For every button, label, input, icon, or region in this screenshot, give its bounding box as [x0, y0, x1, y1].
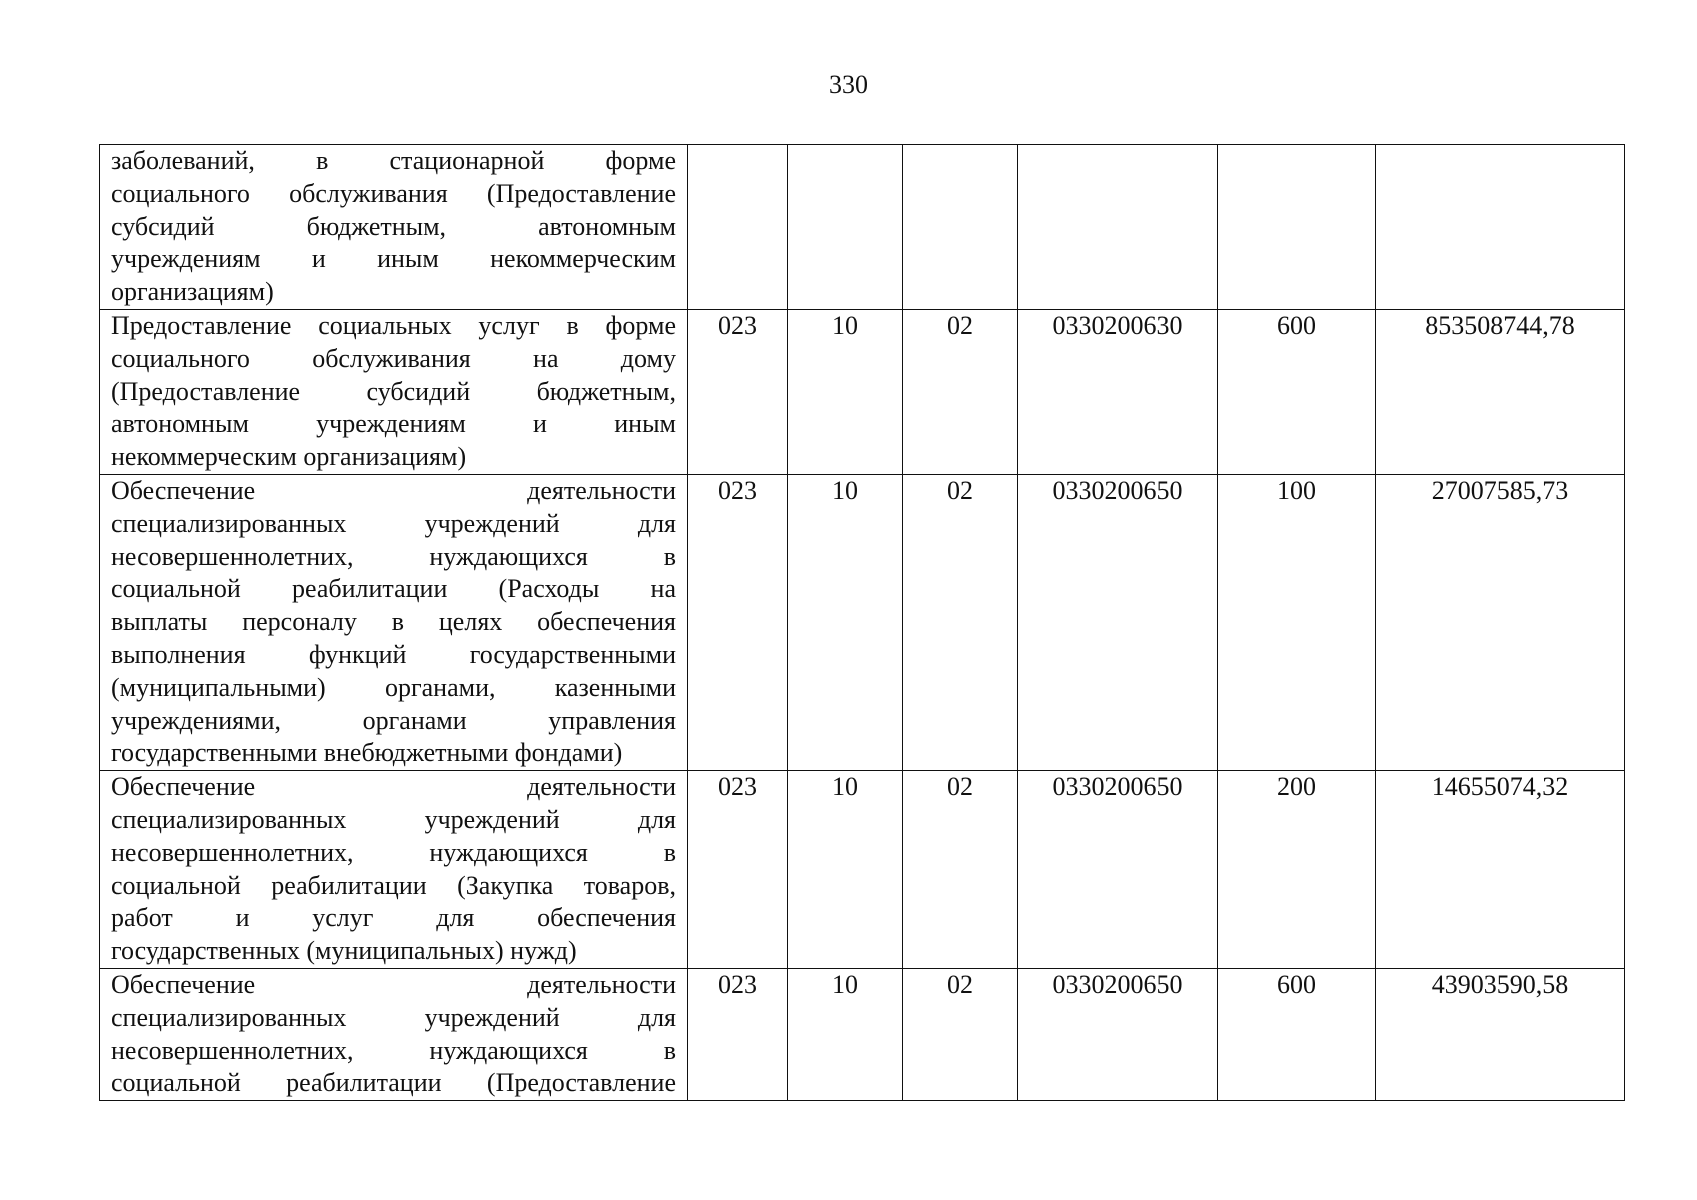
section-code-cell: 10 — [788, 475, 903, 771]
description-line: учреждениями, органами управления — [111, 705, 676, 735]
amount-cell: 27007585,73 — [1376, 475, 1625, 771]
expense-type-code-cell: 600 — [1218, 310, 1376, 475]
amount-cell: 14655074,32 — [1376, 771, 1625, 969]
description-line: специализированных учреждений для — [111, 1002, 676, 1032]
description-line: социальной реабилитации (Расходы на — [111, 574, 676, 604]
page-number: 330 — [829, 70, 868, 99]
description-line: несовершеннолетних, нуждающихся в — [111, 837, 676, 867]
target-code-cell: 0330200650 — [1018, 771, 1218, 969]
expense-type-code-cell: 100 — [1218, 475, 1376, 771]
description-line: (Предоставление субсидий бюджетным, — [111, 376, 676, 406]
ministry-code-cell: 023 — [688, 771, 788, 969]
description-line: государственных (муниципальных) нужд) — [111, 936, 577, 966]
description-line: социальной реабилитации (Предоставление — [111, 1068, 676, 1098]
ministry-code-cell: 023 — [688, 968, 788, 1100]
description-line: заболеваний, в стационарной форме — [111, 146, 676, 175]
description-line: автономным учреждениям и иным — [111, 409, 676, 439]
description-line: выплаты персоналу в целях обеспечения — [111, 607, 676, 637]
description-line: выполнения функций государственными — [111, 639, 676, 669]
target-code-cell: 0330200650 — [1018, 475, 1218, 771]
description-line: организациям) — [111, 277, 274, 307]
expense-type-code-cell — [1218, 145, 1376, 310]
subsection-code-cell: 02 — [903, 968, 1018, 1100]
table-row — [100, 771, 1625, 969]
table-row — [100, 475, 1625, 771]
budget-table — [99, 144, 1625, 1101]
description-line: социального обслуживания (Предоставление — [111, 178, 676, 208]
target-code-cell: 0330200630 — [1018, 310, 1218, 475]
table-row — [100, 968, 1625, 1100]
description-line: субсидий бюджетным, автономным — [111, 211, 676, 241]
subsection-code-cell — [903, 145, 1018, 310]
description-line: специализированных учреждений для — [111, 508, 676, 538]
amount-cell: 853508744,78 — [1376, 310, 1625, 475]
description-line: несовершеннолетних, нуждающихся в — [111, 541, 676, 571]
description-line: социального обслуживания на дому — [111, 343, 676, 373]
section-code-cell: 10 — [788, 310, 903, 475]
description-line: некоммерческим организациям) — [111, 442, 467, 472]
description-line: Обеспечение деятельности — [111, 476, 676, 505]
expense-description-cell — [100, 475, 688, 771]
target-code-cell — [1018, 145, 1218, 310]
expense-description-cell — [100, 310, 688, 475]
expense-description-cell — [100, 145, 688, 310]
expense-type-code-cell: 600 — [1218, 968, 1376, 1100]
subsection-code-cell: 02 — [903, 310, 1018, 475]
description-line: Обеспечение деятельности — [111, 772, 676, 802]
amount-cell — [1376, 145, 1625, 310]
ministry-code-cell: 023 — [688, 310, 788, 475]
section-code-cell: 10 — [788, 968, 903, 1100]
description-line: учреждениям и иным некоммерческим — [111, 244, 676, 274]
description-line: социальной реабилитации (Закупка товаров, — [111, 870, 676, 900]
expense-type-code-cell: 200 — [1218, 771, 1376, 969]
target-code-cell: 0330200650 — [1018, 968, 1218, 1100]
subsection-code-cell: 02 — [903, 475, 1018, 771]
ministry-code-cell — [688, 145, 788, 310]
section-code-cell: 10 — [788, 771, 903, 969]
table-row — [100, 310, 1625, 475]
description-line: государственными внебюджетными фондами) — [111, 738, 623, 768]
expense-description-cell — [100, 968, 688, 1100]
section-code-cell — [788, 145, 903, 310]
description-line: (муниципальными) органами, казенными — [111, 672, 676, 702]
description-line: работ и услуг для обеспечения — [111, 903, 676, 933]
expense-description-cell — [100, 771, 688, 969]
ministry-code-cell: 023 — [688, 475, 788, 771]
amount-cell: 43903590,58 — [1376, 968, 1625, 1100]
description-line: Предоставление социальных услуг в форме — [111, 311, 676, 340]
description-line: Обеспечение деятельности — [111, 969, 676, 999]
description-line: несовершеннолетних, нуждающихся в — [111, 1035, 676, 1065]
table-row — [100, 145, 1625, 310]
description-line: специализированных учреждений для — [111, 804, 676, 834]
subsection-code-cell: 02 — [903, 771, 1018, 969]
